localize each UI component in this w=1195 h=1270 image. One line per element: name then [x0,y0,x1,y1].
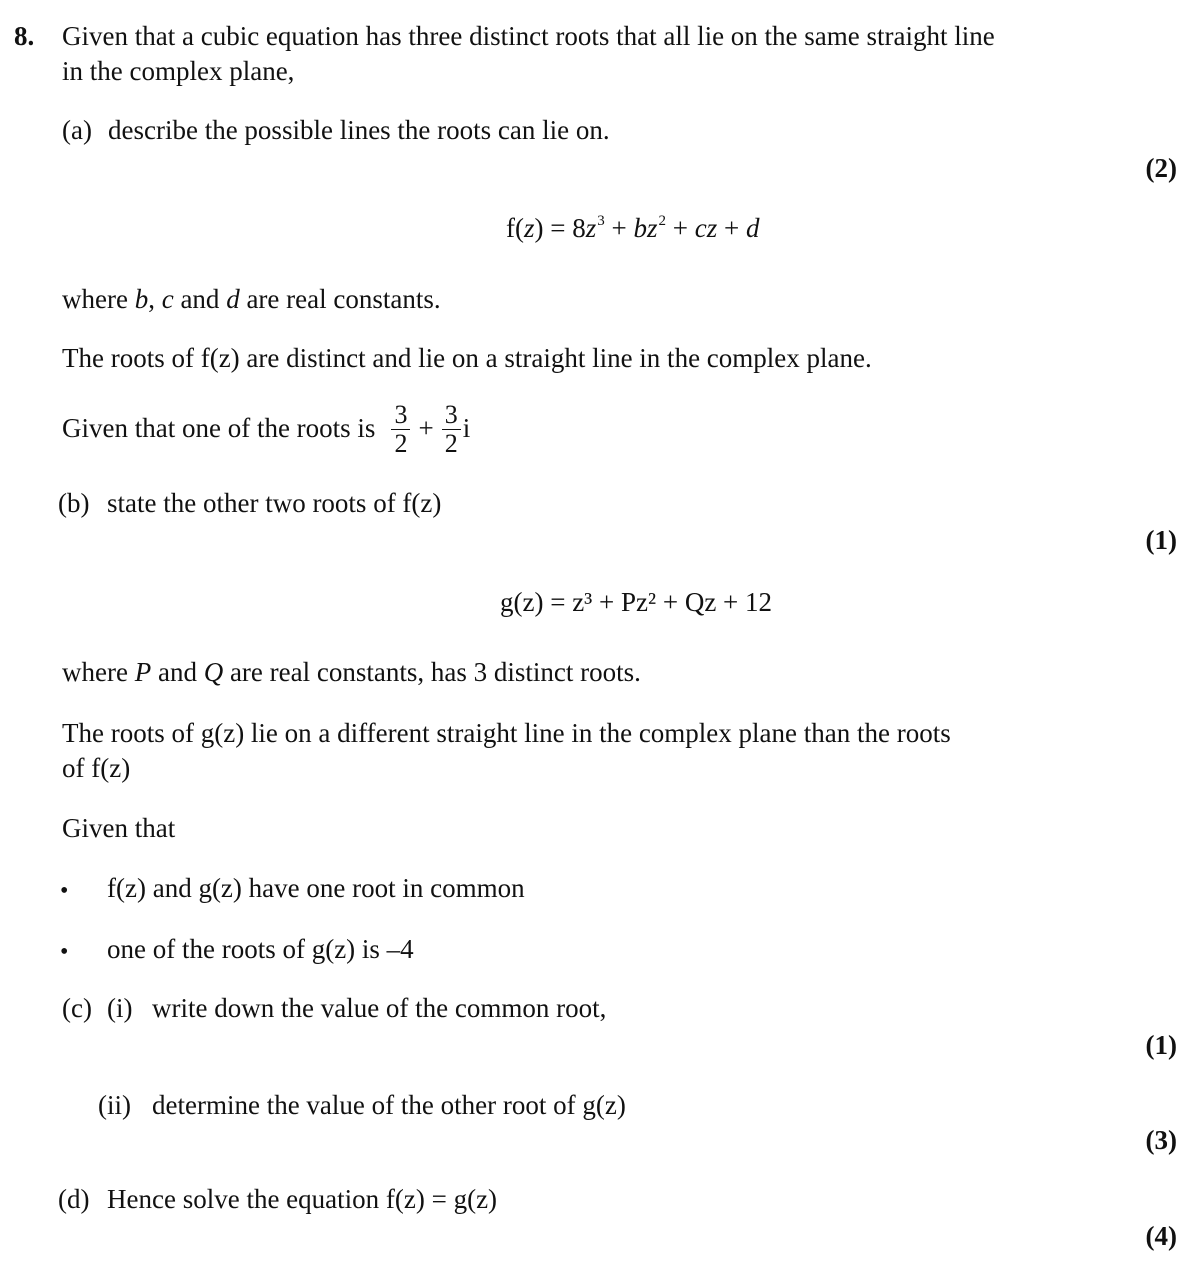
part-d-text: Hence solve the equation f(z) = g(z) [107,1184,498,1214]
roots-f-statement: The roots of f(z) are distinct and lie on a straight line in the complex plane. [62,343,872,373]
part-a-marks: (2) [1145,153,1177,183]
roots-g-line-1: The roots of g(z) lie on a different straight line in the complex plane than the roots [62,718,951,748]
where-f-constants: where b, c and d are real constants. [62,284,441,314]
part-d-marks: (4) [1145,1221,1177,1251]
part-c-ii-marks: (3) [1145,1125,1177,1155]
part-c-i-marks: (1) [1145,1030,1177,1060]
part-c-i-label: (i) [107,993,133,1023]
part-a-label: (a) [62,115,92,145]
intro-line-1: Given that a cubic equation has three distinct roots that all lie on the same straight line [62,21,995,51]
part-c-ii-text: determine the value of the other root of g(z) [152,1090,626,1120]
equation-f: $f(z) = 8z^3 + bz^2$ + cz + d [506,213,760,243]
part-a-text: describe the possible lines the roots can lie on. [108,115,610,145]
roots-g-line-2: of f(z) [62,753,131,783]
part-c-i-text: write down the value of the common root, [152,993,607,1023]
intro-line-2: in the complex plane, [62,56,295,86]
question-number: 8. [14,21,35,51]
where-g-constants: where P and Q are real constants, has 3 distinct roots. [62,657,641,687]
given-that: Given that [62,813,176,843]
part-d-label: (d) [58,1184,90,1214]
equation-g: g(z) = z³ + Pz² + Qz + 12 [500,587,773,617]
fraction-real: $\frac{3}{2}$ [391,401,410,457]
bullet-icon: • [60,939,69,965]
bullet-icon: • [60,878,69,904]
part-b-text: state the other two roots of f(z) [107,488,442,518]
part-c-ii-label: (ii) [98,1090,131,1120]
bullet-2-text: one of the roots of g(z) is –4 [107,934,414,964]
part-b-label: (b) [58,488,90,518]
part-c-label: (c) [62,993,92,1023]
given-root: Given that one of the roots is $\frac{3}{2}$ + $\frac{3}{2}$ i [62,400,471,458]
part-b-marks: (1) [1145,525,1177,555]
fraction-imag: $\frac{3}{2}$ [442,401,461,457]
bullet-1-text: f(z) and g(z) have one root in common [107,873,525,903]
